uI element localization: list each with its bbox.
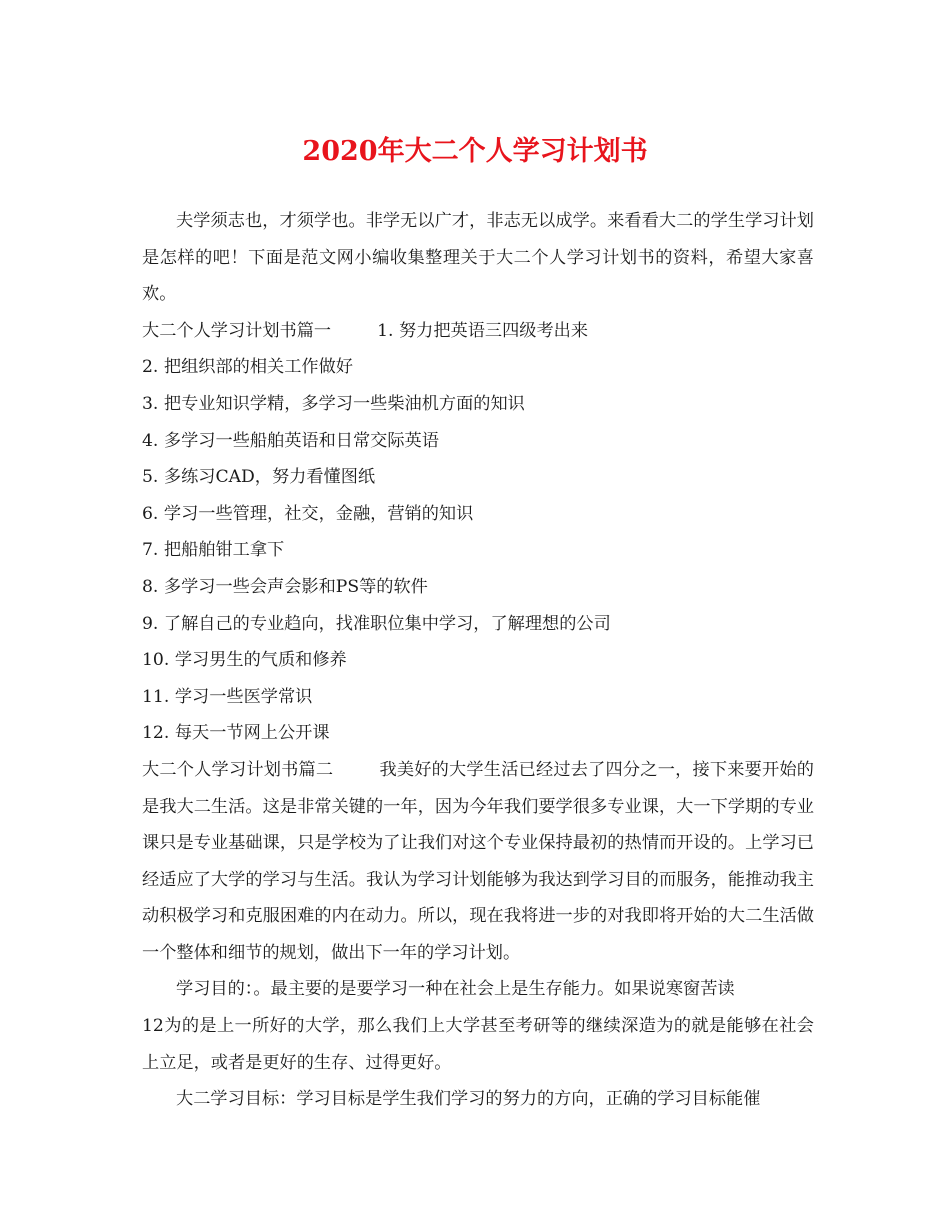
intro-paragraph: 夫学须志也，才须学也。非学无以广才，非志无以成学。来看看大二的学生学习计划是怎样的吧！下面是范文网小编收集整理关于大二个人学习计划书的资料，希望大家喜欢。 [142,211,814,305]
list-item [142,496,814,533]
list-item-number: 2. [142,357,159,378]
section2-heading: 大二个人学习计划书篇二 [142,759,334,780]
list-item [142,715,814,752]
list-item-text: 把专业知识学精，多学习一些柴油机方面的知识 [163,393,525,414]
goal-paragraph-line2: 12为的是上一所好的大学，那么我们上大学甚至考研等的继续深造为的就是能够在社会上立足，或者是更好的生存、过得更好。 [142,1016,814,1073]
list-item-number: 11. [142,686,170,707]
section1-first-line [142,313,814,350]
list-item-number: 8. [142,576,159,597]
list-item-number: 6. [142,503,159,524]
list-item-text: 多学习一些会声会影和PS等的软件 [163,576,428,597]
list-item [142,423,814,460]
document-title: 2020年大二个人学习计划书 [302,136,648,167]
list-item-number: 10. [142,650,170,671]
list-item [142,349,814,386]
list-item-text: 学习一些管理，社交，金融，营销的知识 [163,503,474,524]
list-item [142,386,814,423]
section1-heading: 大二个人学习计划书篇一 [142,320,332,341]
list-item [142,642,814,679]
list-item [142,459,814,496]
list-item-text: 把船舶钳工拿下 [163,540,285,561]
list-item-text: 多练习CAD，努力看懂图纸 [163,467,376,488]
section2-paragraph [142,752,814,972]
list-item [142,532,814,569]
document-body [142,203,814,1118]
list-item [142,569,814,606]
list-item-number: 9. [142,613,159,634]
target-paragraph: 大二学习目标：学习目标是学生我们学习的努力的方向，正确的学习目标能催 [176,1089,761,1110]
list-item-number: 4. [142,430,159,451]
list-item-number: 12. [142,723,170,744]
list-item-number: 3. [142,393,159,414]
list-item [142,606,814,643]
list-item-number: 7. [142,540,159,561]
list-item-number: 1. [377,320,394,341]
list-item-text: 学习男生的气质和修养 [174,650,347,671]
list-item-text: 把组织部的相关工作做好 [163,357,353,378]
list-item-text: 了解自己的专业趋向，找准职位集中学习，了解理想的公司 [163,613,611,634]
list-item [142,679,814,716]
goal-paragraph-line1: 学习目的：。最主要的是要学习一种在社会上是生存能力。如果说寒窗苦读 [176,979,735,1000]
list-item-text: 多学习一些船舶英语和日常交际英语 [163,430,439,451]
section2-text: 我美好的大学生活已经过去了四分之一，接下来要开始的是我大二生活。这是非常关键的一年，因为今年我们要学很多专业课，大一下学期的专业课只是专业基础课，只是学校为了让我们对这个专业保持最初的热情而开设的。上学习已经适应了大学的学习与生活。我认为学习计划能够为我达到学习目的而服务，能推动我主动积极学习和克服困难的内在动力。所以，现在我将进一步的对我即将开始的大二生活做一个整体和细节的规划，做出下一年的学习计划。 [142,759,814,963]
list-item-text: 努力把英语三四级考出来 [398,320,589,341]
list-item-text: 每天一节网上公开课 [174,723,330,744]
list-item-text: 学习一些医学常识 [174,686,313,707]
list-item-number: 5. [142,467,159,488]
